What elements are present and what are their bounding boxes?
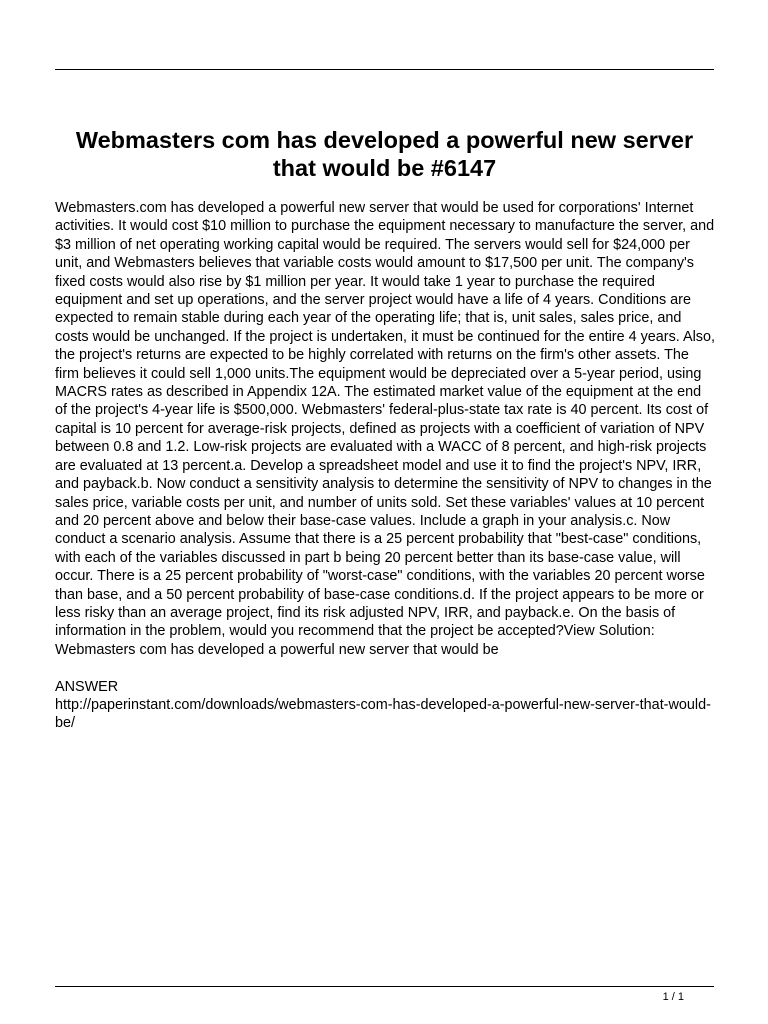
answer-link[interactable]: http://paperinstant.com/downloads/webmasters-com-has-developed-a-powerful-new-server-that-would-be/ — [55, 696, 711, 732]
answer-label: ANSWER — [55, 678, 119, 695]
page-number: 1 / 1 — [662, 991, 684, 1003]
document-content — [55, 199, 716, 733]
summary-line: Webmasters com has developed a powerful new server that would be — [55, 641, 499, 658]
header-divider — [55, 69, 714, 70]
paragraph-spacer — [55, 659, 716, 677]
document-title: Webmasters com has developed a powerful new server that would be #6147 — [75, 127, 694, 181]
footer-divider — [55, 986, 714, 987]
body-paragraph: Webmasters.com has developed a powerful new server that would be used for corporations' Internet activities. It would cost $10 million to purchase the equipment necessary to manufacture the server, and $3 million of net operating working capital would be required. The servers would sell for $24,000 per unit, and Webmasters believes that variable costs would amount to $17,500 per unit. The company's fixed costs would also rise by $1 million per year. It would take 1 year to purchase the required equipment and set up operations, and the server project would have a life of 4 years. Conditions are expected to remain stable during each year of the operating life; that is, unit sales, sales price, and costs would be unchanged. If the project is undertaken, it must be continued for the entire 4 years. Also, the project's returns are expected to be highly correlated with returns on the firm's other assets. The firm believes it could sell 1,000 units.The equipment would be depreciated over a 5-year period, using MACRS rates as described in Appendix 12A. The estimated market value of the equipment at the end of the project's 4-year life is $500,000. Webmasters' federal-plus-state tax rate is 40 percent. Its cost of capital is 10 percent for average-risk projects, defined as projects with a coefficient of variation of NPV between 0.8 and 1.2. Low-risk projects are evaluated with a WACC of 8 percent, and high-risk projects are evaluated at 13 percent.a. Develop a spreadsheet model and use it to find the project's NPV, IRR, and payback.b. Now conduct a sensitivity analysis to determine the sensitivity of NPV to changes in the sales price, variable costs per unit, and number of units sold. Set these variables' values at 10 percent and 20 percent above and below their base-case values. Include a graph in your analysis.c. Now conduct a scenario analysis. Assume that there is a 25 percent probability that "best-case" conditions, with each of the variables discussed in part b being 20 percent better than its base-case value, will occur. There is a 25 percent probability of "worst-case" conditions, with the variables 20 percent worse than base, and a 50 percent probability of base-case conditions.d. If the project appears to be more or less risky than an average project, find its risk adjusted NPV, IRR, and payback.e. On the basis of information in the problem, would you recommend that the project be accepted?View Solution: — [55, 200, 715, 640]
